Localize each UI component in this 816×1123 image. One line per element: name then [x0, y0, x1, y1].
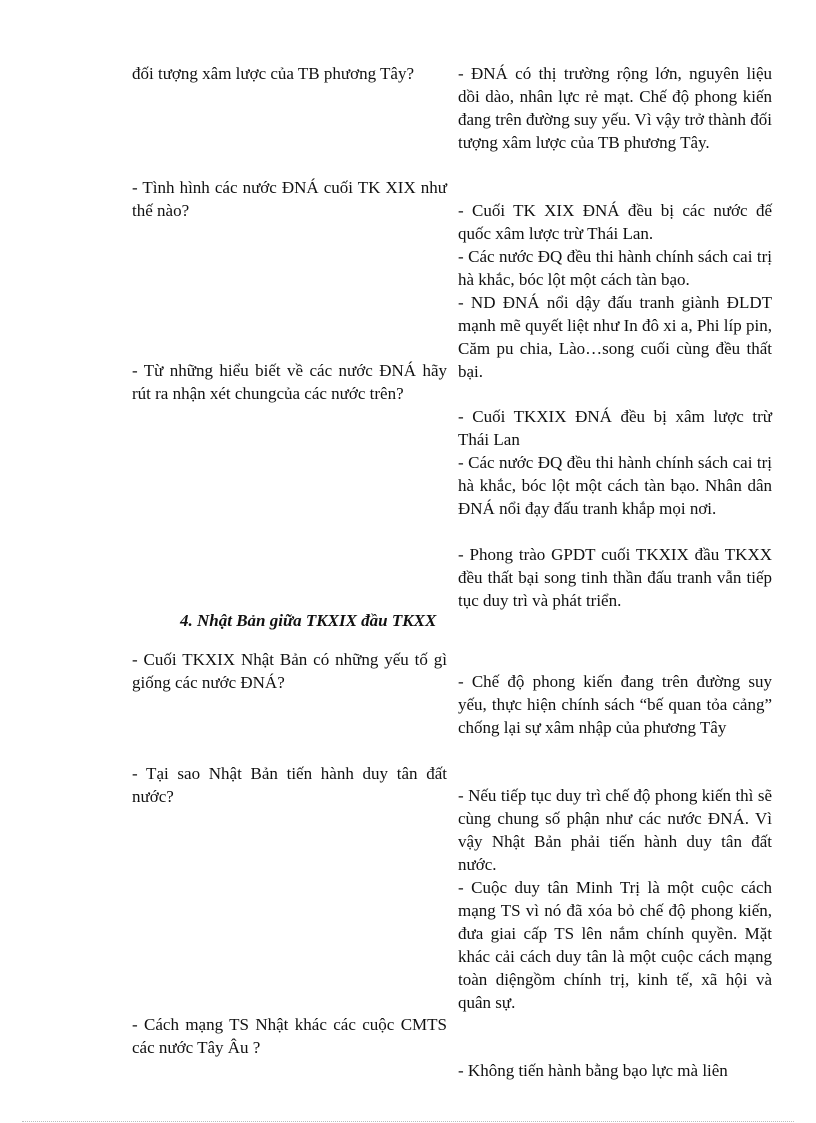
answer-9: - Nếu tiếp tục duy trì chế độ phong kiến thì sẽ cùng chung số phận như các nước ĐNÁ. Vì vậy Nhật Bản phải tiến hành duy tân đất nước. — [458, 786, 772, 874]
answer-11: - Không tiến hành bằng bạo lực mà liên — [458, 1061, 728, 1080]
question-6: - Cách mạng TS Nhật khác các cuộc CMTS các nước Tây Âu ? — [132, 1015, 447, 1057]
answer-10: - Cuộc duy tân Minh Trị là một cuộc cách mạng TS vì nó đã xóa bỏ chế độ phong kiến, đưa giai cấp TS lên nắm chính quyền. Mặt khác cải cách duy tân là một cuộc cách mạng toàn diệngồm chính trị, kinh tế, xã hội và quân sự. — [458, 878, 772, 1012]
answer-7: - Phong trào GPDT cuối TKXIX đầu TKXX đều thất bại song tinh thần đấu tranh vẫn tiếp tục duy trì và phát triển. — [458, 545, 772, 610]
section-heading: 4. Nhật Bản giữa TKXIX đầu TKXX — [180, 611, 437, 630]
answer-5: - Cuối TKXIX ĐNÁ đều bị xâm lược trừ Thái Lan — [458, 407, 772, 449]
answer-3: - Các nước ĐQ đều thi hành chính sách cai trị hà khắc, bóc lột một cách tàn bạo. — [458, 247, 772, 289]
question-5: - Tại sao Nhật Bản tiến hành duy tân đất nước? — [132, 764, 447, 806]
answer-1: - ĐNÁ có thị trường rộng lớn, nguyên liệu dồi dào, nhân lực rẻ mạt. Chế độ phong kiến đang trên đường suy yếu. Vì vậy trở thành đối tượng xâm lược của TB phương Tây. — [458, 64, 772, 152]
answer-4: - ND ĐNÁ nổi dậy đấu tranh giành ĐLDT mạnh mẽ quyết liệt như In đô xi a, Phi líp pin, Căm pu chia, Lào…song cuối cùng đều thất bại. — [458, 293, 772, 381]
page-bottom-border — [22, 1121, 794, 1122]
answer-6: - Các nước ĐQ đều thi hành chính sách cai trị hà khắc, bóc lột một cách tàn bạo. Nhân dân ĐNÁ nổi đạy đấu tranh khắp mọi nơi. — [458, 453, 772, 518]
question-2: - Tình hình các nước ĐNÁ cuối TK XIX như thế nào? — [132, 178, 447, 220]
question-4: - Cuối TKXIX Nhật Bản có những yếu tố gì giống các nước ĐNÁ? — [132, 650, 447, 692]
answer-2: - Cuối TK XIX ĐNÁ đều bị các nước đế quốc xâm lược trừ Thái Lan. — [458, 201, 772, 243]
question-3: - Từ những hiểu biết về các nước ĐNÁ hãy rút ra nhận xét chungcủa các nước trên? — [132, 361, 447, 403]
answer-8: - Chế độ phong kiến đang trên đường suy yếu, thực hiện chính sách “bế quan tỏa cảng” chống lại sự xâm nhập của phương Tây — [458, 672, 772, 737]
question-1: đối tượng xâm lược của TB phương Tây? — [132, 64, 415, 83]
